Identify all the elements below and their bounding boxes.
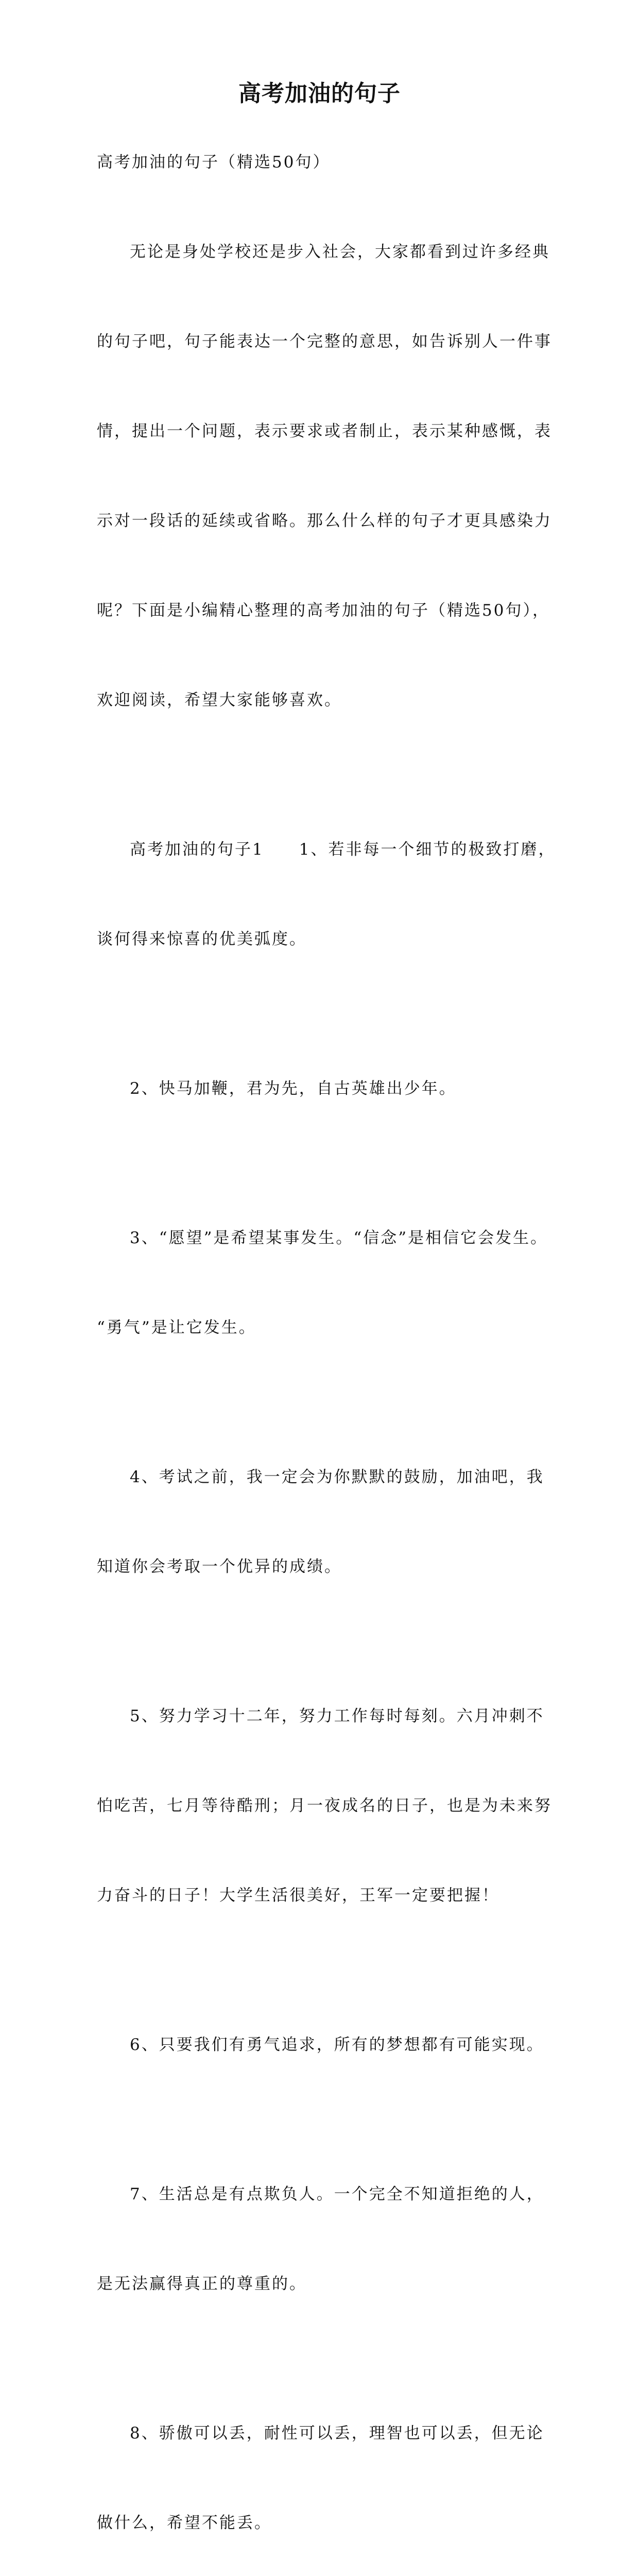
- list-item: [97, 775, 556, 1014]
- text-line: 6、只要我们有勇气追求，所有的梦想都有可能实现。: [130, 2036, 544, 2054]
- text-line: 怕吃苦，七月等待酷刑；月一夜成名的日子，也是为未来努: [97, 1797, 552, 1815]
- list-item: [97, 1402, 550, 1641]
- text-line: 是无法赢得真正的尊重的。: [97, 2275, 307, 2293]
- text-line: 情，提出一个问题，表示要求或者制止，表示某种感慨，表: [97, 422, 552, 440]
- text-line: “勇气”是让它发生。: [97, 1318, 256, 1337]
- text-line: 谈何得来惊喜的优美弧度。: [97, 930, 307, 948]
- list-item: [97, 1970, 550, 2120]
- list-item: [97, 1163, 550, 1402]
- text-line: 的句子吧，句子能表达一个完整的意思，如告诉别人一件事: [97, 332, 552, 351]
- text-line: 知道你会考取一个优异的成绩。: [97, 1557, 342, 1576]
- document-title: 高考加油的句子: [238, 80, 401, 107]
- document-body: [97, 147, 556, 2576]
- text-line: 4、考试之前，我一定会为你默默的鼓励，加油吧，我: [130, 1468, 544, 1486]
- intro-paragraph: [97, 177, 550, 775]
- text-line: 做什么，希望不能丢。: [97, 2514, 272, 2532]
- list-item: [97, 2120, 550, 2359]
- text-line: 8、骄傲可以丢，耐性可以丢，理智也可以丢，但无论: [130, 2424, 544, 2443]
- subtitle: 高考加油的句子（精选50句）: [97, 153, 331, 172]
- list-item: [97, 2359, 550, 2576]
- text-line: 高考加油的句子1 1、若非每一个细节的极致打磨，: [130, 840, 556, 859]
- text-line: 无论是身处学校还是步入社会，大家都看到过许多经典: [130, 243, 550, 261]
- list-item: [97, 1014, 550, 1163]
- text-line: 5、努力学习十二年，努力工作每时每刻。六月冲刺不: [130, 1707, 544, 1725]
- list-item: [97, 1641, 550, 1970]
- text-line: 7、生活总是有点欺负人。一个完全不知道拒绝的人，: [130, 2185, 544, 2204]
- text-line: 欢迎阅读，希望大家能够喜欢。: [97, 691, 342, 709]
- text-line: 呢？下面是小编精心整理的高考加油的句子（精选50句），: [97, 601, 550, 620]
- text-line: 2、快马加鞭，君为先，自古英雄出少年。: [130, 1079, 457, 1098]
- text-line: 3、“愿望”是希望某事发生。“信念”是相信它会发生。: [130, 1229, 548, 1247]
- text-line: 力奋斗的日子！大学生活很美好，王军一定要把握！: [97, 1886, 499, 1905]
- text-line: 示对一段话的延续或省略。那么什么样的句子才更具感染力: [97, 512, 552, 530]
